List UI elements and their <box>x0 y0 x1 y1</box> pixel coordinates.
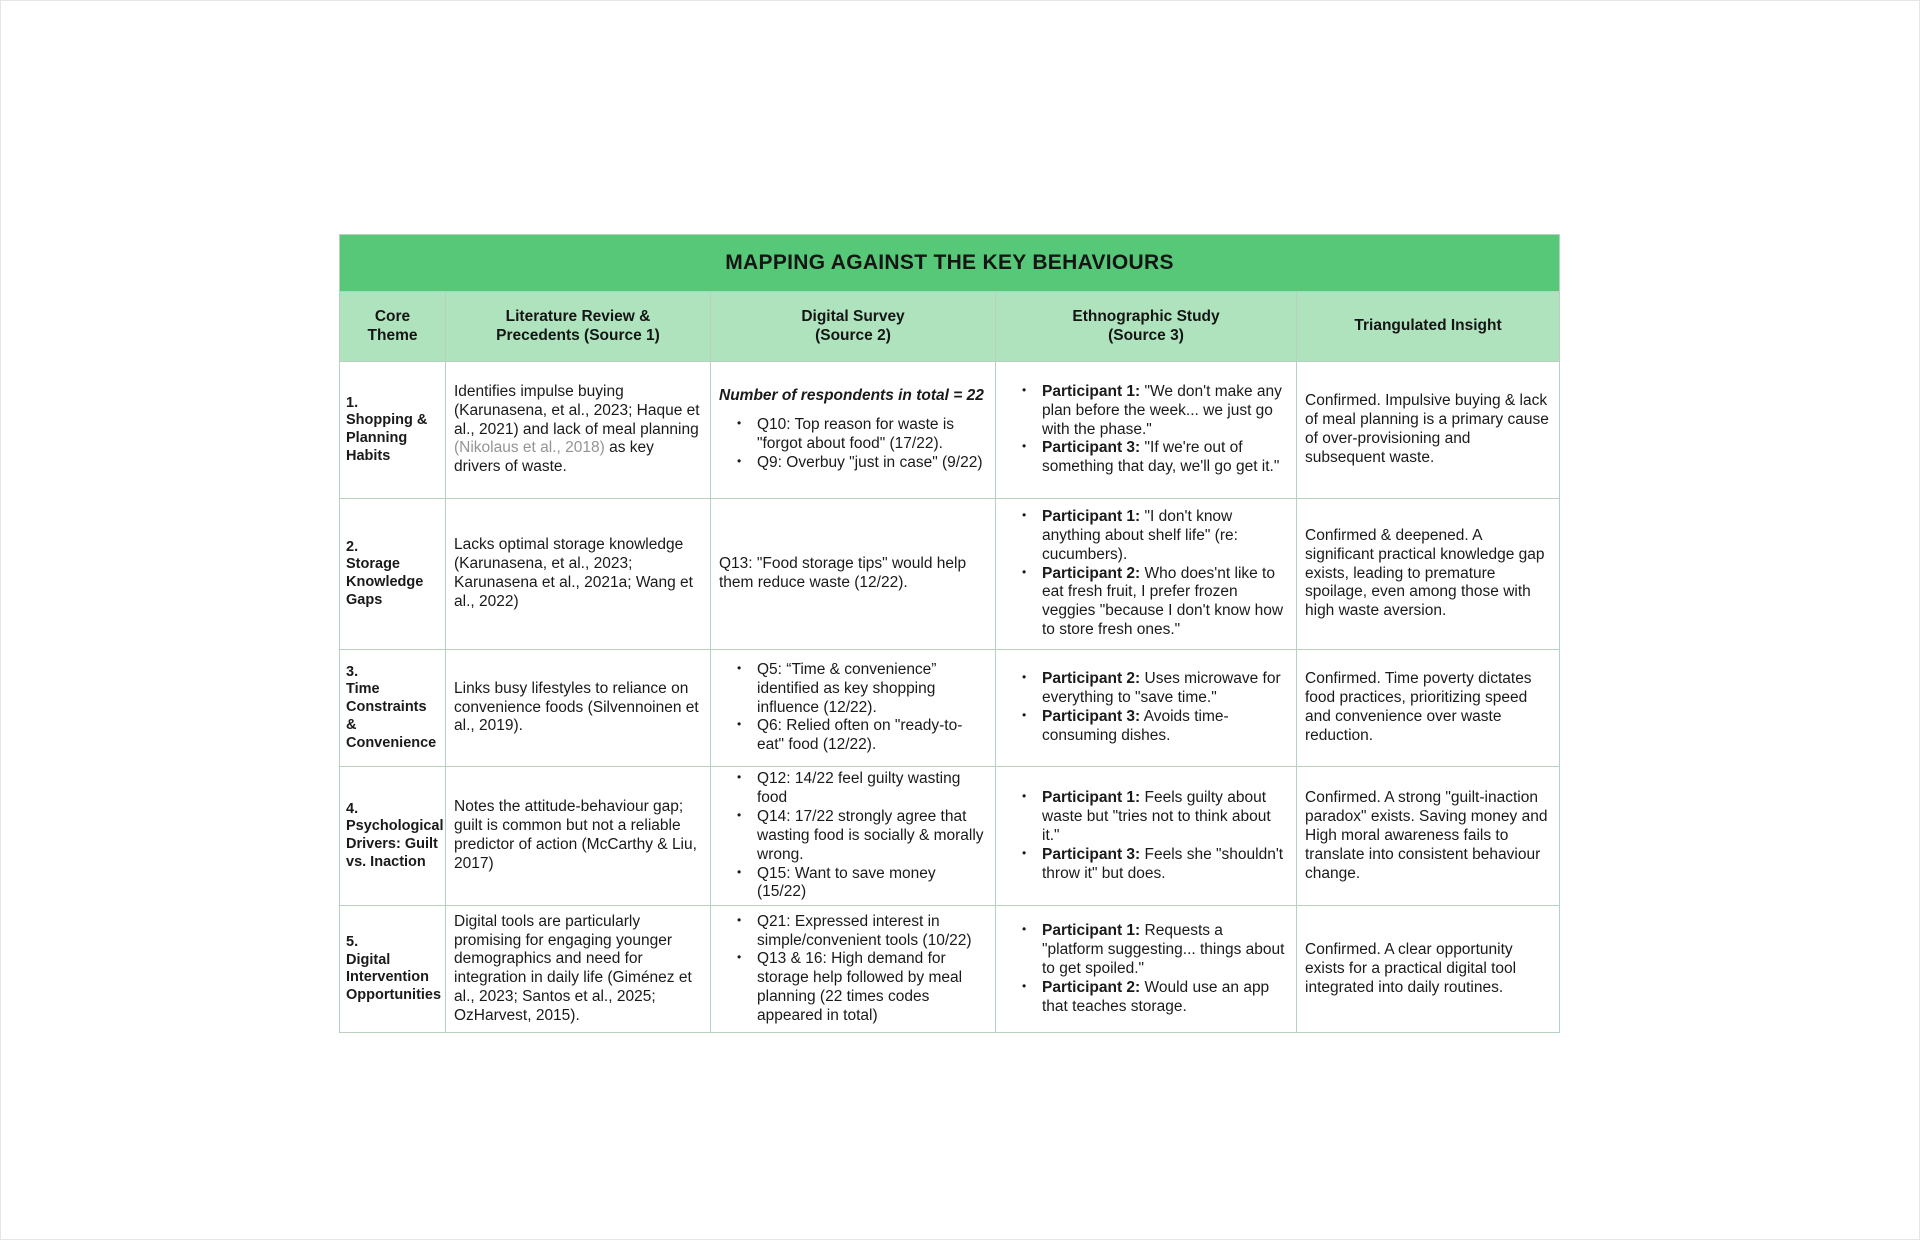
theme-number: 1. <box>346 394 359 411</box>
cell-insight-1: Confirmed. Impulsive buying & lack of meal planning is a primary cause of over-provisioning and subsequent waste. <box>1297 362 1560 499</box>
mapping-table <box>339 234 1560 1033</box>
bullet-text: Q6: Relied often on "ready-to-eat" food (12/22). <box>757 717 963 754</box>
theme-label: Shopping & Planning Habits <box>346 412 428 464</box>
list-item <box>733 808 987 865</box>
bullet-list <box>1018 789 1288 884</box>
cell-insight-4: Confirmed. A strong "guilt-inaction paradox" exists. Saving money and High moral awareness fails to translate into consistent behaviour change. <box>1297 767 1560 906</box>
bullet-text <box>1042 508 1288 565</box>
table-row <box>340 499 1560 650</box>
theme-number: 4. <box>346 800 359 817</box>
bullet-icon: • <box>1022 439 1027 454</box>
bullet-icon: • <box>737 453 742 468</box>
bullet-text <box>1042 922 1288 979</box>
bullet-list <box>733 661 987 756</box>
bullet-icon: • <box>1022 564 1027 579</box>
table-title: MAPPING AGAINST THE KEY BEHAVIOURS <box>340 235 1560 292</box>
bullet-icon: • <box>737 864 742 879</box>
participant-label: Participant 3: <box>1042 708 1141 725</box>
table-row <box>340 767 1560 906</box>
table-row <box>340 906 1560 1033</box>
bullet-text: Q12: 14/22 feel guilty wasting food <box>757 770 961 806</box>
cell-ethnographic-4 <box>996 767 1297 906</box>
cell-ethnographic-3 <box>996 650 1297 767</box>
bullet-list <box>733 913 987 1026</box>
theme-label: Storage Knowledge Gaps <box>346 556 424 608</box>
cell-survey-5 <box>711 906 996 1033</box>
theme-number: 3. <box>346 663 359 680</box>
bullet-icon: • <box>1022 922 1027 937</box>
list-item <box>733 661 987 718</box>
bullet-text <box>1042 565 1288 641</box>
participant-quote: "If we're out of something that day, we'll go get it." <box>1042 439 1280 476</box>
bullet-text: Q9: Overbuy "just in case" (9/22) <box>757 453 983 471</box>
list-item <box>733 950 987 1026</box>
bullet-icon: • <box>1022 507 1027 522</box>
theme-number: 5. <box>346 933 359 950</box>
bullet-icon: • <box>737 912 742 927</box>
participant-quote: Requests a "platform suggesting... things about to get spoiled." <box>1042 922 1285 977</box>
list-item <box>733 454 987 473</box>
bullet-text <box>1042 979 1288 1017</box>
list-item <box>1018 439 1288 477</box>
participant-quote: "We don't make any plan before the week... we just go with the phase." <box>1042 382 1282 438</box>
participant-quote: Would use an app that teaches storage. <box>1042 978 1270 1015</box>
cell-survey-1 <box>711 362 996 499</box>
survey-text: Q13: "Food storage tips" would help them reduce waste (12/22). <box>719 555 967 591</box>
bullet-text: Q14: 17/22 strongly agree that wasting food is socially & morally wrong. <box>757 807 984 863</box>
header-line: Theme <box>367 326 418 344</box>
header-line: Core <box>374 307 411 325</box>
literature-text: Notes the attitude-behaviour gap; guilt is common but not a reliable predictor of action (McCarthy & Liu, 2017) <box>454 798 697 873</box>
bullet-text <box>1042 383 1288 440</box>
cell-literature-4 <box>446 767 711 906</box>
literature-text: Links busy lifestyles to reliance on convenience foods (Silvennoinen et al., 2019). <box>454 679 699 735</box>
bullet-text <box>1042 789 1288 846</box>
participant-label: Participant 1: <box>1042 507 1141 525</box>
list-item <box>733 865 987 903</box>
participant-quote: Feels guilty about waste but "tries not to think about it." <box>1042 788 1271 844</box>
cell-theme-3 <box>340 650 446 767</box>
list-item <box>1018 922 1288 979</box>
participant-quote: "I don't know anything about shelf life" (re: cucumbers). <box>1042 507 1238 563</box>
bullet-list <box>733 416 987 473</box>
bullet-list <box>1018 383 1288 478</box>
literature-text: as key drivers of waste. <box>454 439 654 476</box>
theme-label: Time Constraints & Convenience <box>346 681 437 751</box>
header-line: Literature Review & <box>505 307 651 325</box>
bullet-icon: • <box>1022 382 1027 397</box>
cell-ethnographic-2 <box>996 499 1297 650</box>
participant-quote: Uses microwave for everything to "save time." <box>1042 670 1281 707</box>
list-item <box>733 416 987 454</box>
bullet-icon: • <box>1022 845 1027 860</box>
list-item <box>1018 979 1288 1017</box>
bullet-list <box>1018 922 1288 1017</box>
table-row <box>340 362 1560 499</box>
literature-text: Identifies impulse buying (Karunasena, et al., 2023; Haque et al., 2021) and lack of meal planning <box>454 382 700 438</box>
bullet-icon: • <box>737 416 742 431</box>
bullet-text <box>1042 670 1288 708</box>
bullet-icon: • <box>737 717 742 732</box>
participant-label: Participant 3: <box>1042 439 1141 457</box>
list-item <box>1018 565 1288 641</box>
citation-gray: (Nikolaus et al., 2018) <box>454 439 605 457</box>
bullet-icon: • <box>737 950 742 965</box>
header-line: Digital Survey <box>801 307 905 325</box>
list-item <box>1018 846 1288 884</box>
column-header-core-theme <box>340 292 446 362</box>
bullet-list <box>1018 670 1288 746</box>
list-item <box>733 913 987 951</box>
table-row <box>340 650 1560 767</box>
list-item <box>1018 789 1288 846</box>
bullet-icon: • <box>1022 788 1027 803</box>
participant-label: Participant 2: <box>1042 670 1141 688</box>
list-item <box>1018 383 1288 440</box>
cell-survey-2 <box>711 499 996 650</box>
column-header-ethnographic-study <box>996 292 1297 362</box>
bullet-text <box>1042 846 1288 884</box>
participant-quote: Avoids time-consuming dishes. <box>1042 708 1229 744</box>
cell-literature-3 <box>446 650 711 767</box>
bullet-text <box>1042 439 1288 477</box>
cell-survey-3 <box>711 650 996 767</box>
bullet-text: Q13 & 16: High demand for storage help followed by meal planning (22 times codes appeared in total) <box>757 950 963 1025</box>
participant-quote: Feels she "shouldn't throw it" but does. <box>1042 845 1284 882</box>
bullet-icon: • <box>737 770 742 784</box>
literature-text: Digital tools are particularly promising for engaging younger demographics and need for integration in daily life (Giménez et al., 2023; Santos et al., 2025; OzHarvest, 2015). <box>454 912 692 1025</box>
bullet-text: Q10: Top reason for waste is "forgot about food" (17/22). <box>757 416 955 452</box>
cell-literature-1 <box>446 362 711 499</box>
cell-theme-2 <box>340 499 446 650</box>
cell-ethnographic-5 <box>996 906 1297 1033</box>
theme-number: 2. <box>346 538 359 555</box>
participant-quote: Who does'nt like to eat fresh fruit, I prefer frozen veggies "because I don't know how to store fresh ones." <box>1042 564 1284 639</box>
cell-ethnographic-1 <box>996 362 1297 499</box>
bullet-text <box>1042 708 1288 746</box>
list-item <box>1018 508 1288 565</box>
header-line: Triangulated Insight <box>1354 317 1502 335</box>
bullet-text: Q21: Expressed interest in simple/convenient tools (10/22) <box>757 912 972 949</box>
theme-label: Psychological Drivers: Guilt vs. Inaction <box>346 818 444 870</box>
cell-literature-5 <box>446 906 711 1033</box>
header-line: (Source 3) <box>1108 326 1184 344</box>
theme-label: Digital Intervention Opportunities <box>346 951 442 1004</box>
participant-label: Participant 1: <box>1042 922 1141 940</box>
cell-theme-5 <box>340 906 446 1033</box>
cell-theme-4 <box>340 767 446 906</box>
column-header-digital-survey <box>711 292 996 362</box>
participant-label: Participant 2: <box>1042 978 1141 996</box>
column-header-triangulated-insight <box>1297 292 1560 362</box>
bullet-text: Q15: Want to save money (15/22) <box>757 864 936 901</box>
literature-text: Lacks optimal storage knowledge (Karunasena, et al., 2023; Karunasena et al., 2021a; Wang et al., 2022) <box>454 536 693 610</box>
cell-literature-2 <box>446 499 711 650</box>
header-line: Precedents (Source 1) <box>496 326 660 344</box>
participant-label: Participant 1: <box>1042 382 1141 400</box>
bullet-icon: • <box>1022 670 1027 685</box>
participant-label: Participant 1: <box>1042 788 1141 806</box>
bullet-text: Q5: “Time & convenience” identified as key shopping influence (12/22). <box>757 660 937 716</box>
bullet-icon: • <box>737 807 742 822</box>
cell-insight-5: Confirmed. A clear opportunity exists for a practical digital tool integrated into daily routines. <box>1297 906 1560 1033</box>
cell-survey-4 <box>711 767 996 906</box>
list-item <box>1018 670 1288 708</box>
bullet-icon: • <box>1022 978 1027 993</box>
participant-label: Participant 3: <box>1042 845 1141 863</box>
list-item <box>733 770 987 808</box>
column-header-literature-review <box>446 292 711 362</box>
bullet-icon: • <box>1022 708 1027 722</box>
survey-respondents-note: Number of respondents in total = 22 <box>719 387 984 405</box>
cell-insight-2: Confirmed & deepened. A significant practical knowledge gap exists, leading to premature spoilage, even among those with high waste aversion. <box>1297 499 1560 650</box>
list-item <box>1018 708 1288 746</box>
bullet-list <box>733 770 987 902</box>
list-item <box>733 717 987 755</box>
header-line: Ethnographic Study <box>1072 307 1220 325</box>
cell-insight-3: Confirmed. Time poverty dictates food practices, prioritizing speed and convenience over waste reduction. <box>1297 650 1560 767</box>
participant-label: Participant 2: <box>1042 564 1141 582</box>
cell-theme-1 <box>340 362 446 499</box>
header-line: (Source 2) <box>815 326 891 344</box>
bullet-list <box>1018 508 1288 640</box>
bullet-icon: • <box>737 660 742 675</box>
